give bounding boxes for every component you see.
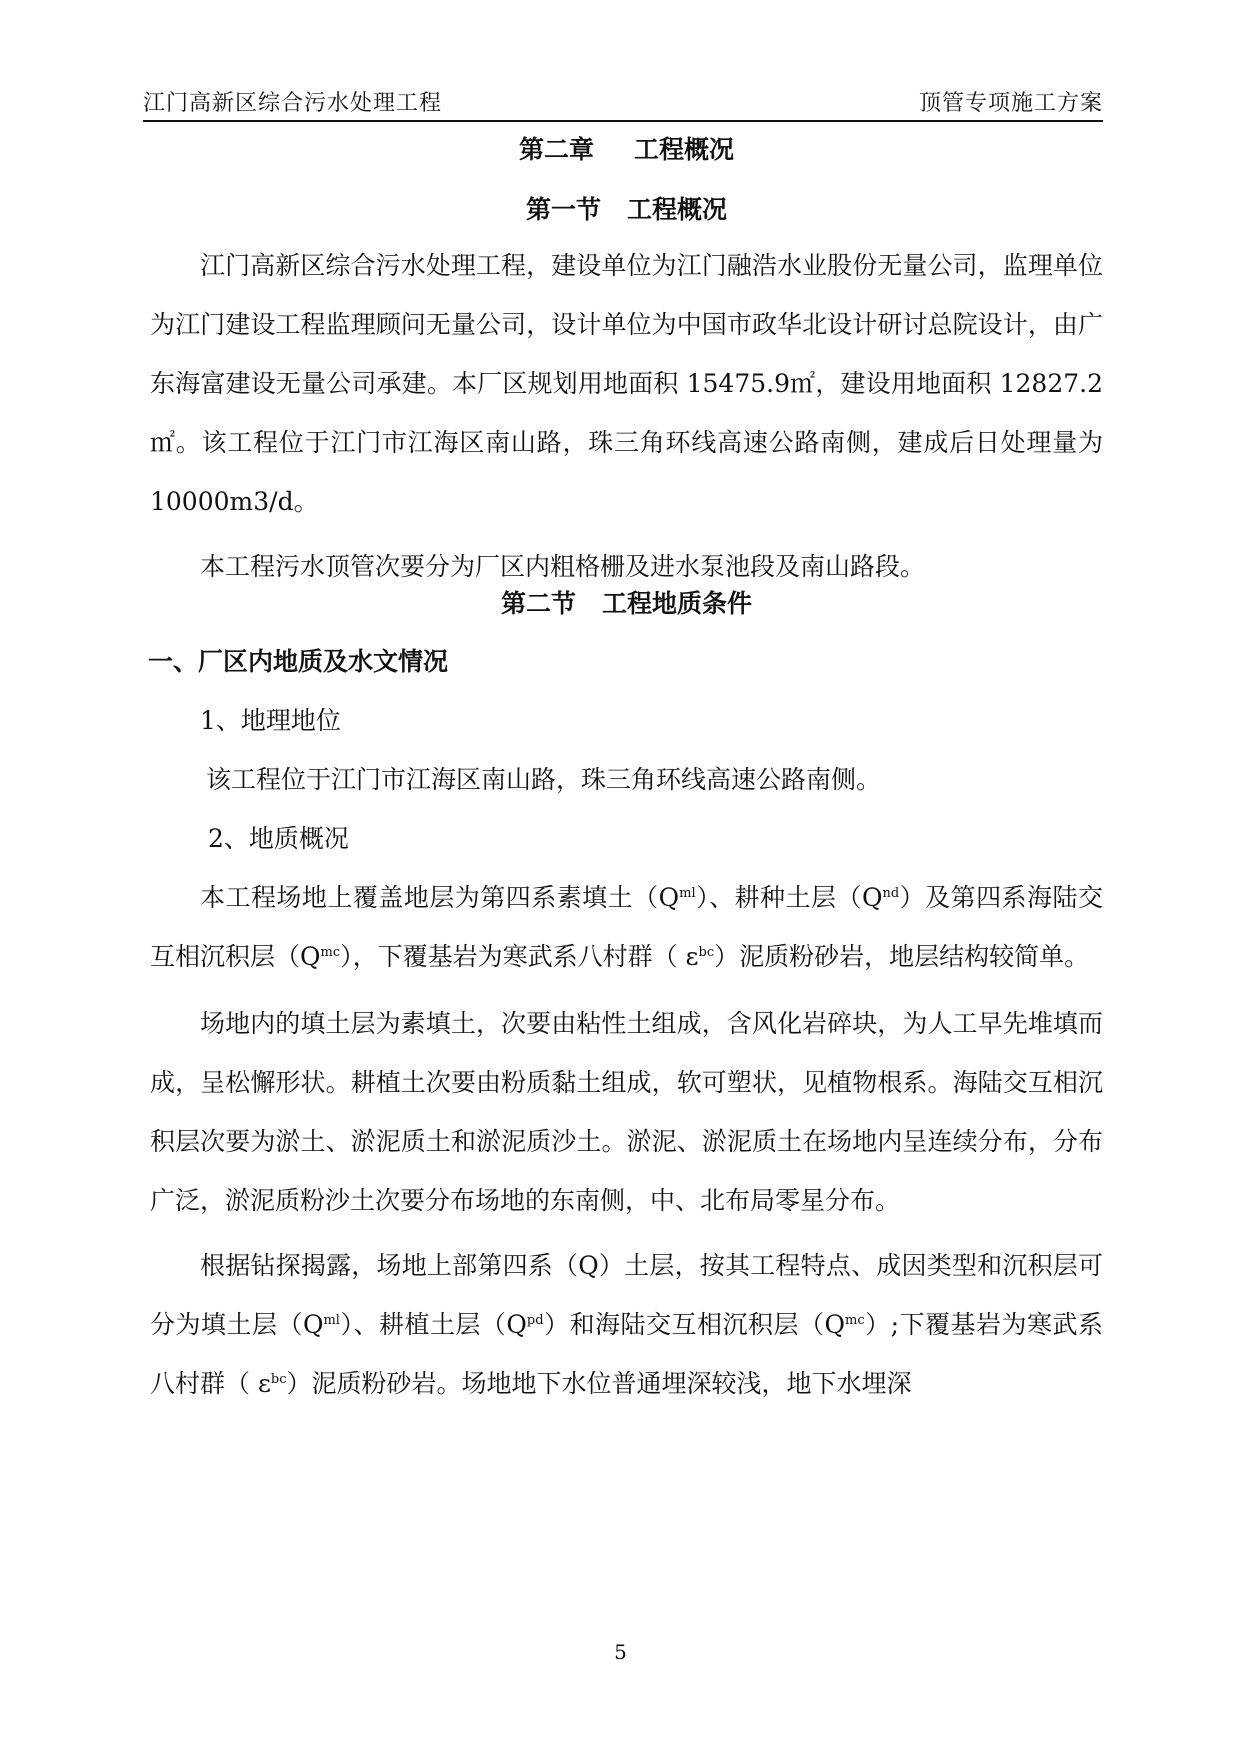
paragraph-drilling-results: 根据钻探揭露，场地上部第四系（Q）土层，按其工程特点、成因类型和沉积层可分为填土层$(Q^{ml})$、耕植土层$(Q^{pd})$和海陆交互相沉积层$(Q^{mc})$;下覆基岩为寒武系八村群（ $\varepsilon^{bc}$）泥质粉砂岩。场地地下水位普通埋深较浅，地下水埋深 bbox=[150, 1251, 1103, 1398]
section-2-number: 第二节 bbox=[500, 589, 576, 618]
section-1-number: 第一节 bbox=[525, 195, 601, 224]
item-geographic-location-text: 该工程位于江门市江海区南山路，珠三角环线高速公路南侧。 bbox=[206, 765, 882, 794]
item-geology-overview-title: 2、地质概况 bbox=[208, 824, 349, 853]
section-heading-1 bbox=[150, 190, 1103, 230]
header-plan-title: 顶管专项施工方案 bbox=[918, 91, 1103, 116]
page-number: 5 bbox=[614, 1640, 627, 1664]
item-geographic-location-title: 1、地理地位 bbox=[200, 706, 341, 735]
chapter-heading bbox=[150, 130, 1103, 170]
section-2-title: 工程地质条件 bbox=[602, 589, 753, 618]
header-divider bbox=[143, 120, 1103, 122]
section-1-title: 工程概况 bbox=[627, 195, 728, 224]
chapter-number: 第二章 bbox=[518, 135, 594, 164]
chapter-title: 工程概况 bbox=[634, 135, 735, 164]
paragraph-fill-layer: 场地内的填土层为素填土，次要由粘性土组成，含风化岩碎块，为人工早先堆填而成，呈松懈形状。耕植土次要由粉质黏土组成，软可塑状，见植物根系。海陆交互相沉积层次要为淤土、淤泥质土和淤泥质沙土。淤泥、淤泥质土在场地内呈连续分布，分布广泛，淤泥质粉沙土次要分布场地的东南侧，中、北布局零星分布。 bbox=[150, 1009, 1103, 1215]
paragraph-pipe-jacking-scope: 本工程污水顶管次要分为厂区内粗格栅及进水泵池段及南山路段。 bbox=[200, 552, 926, 581]
paragraph-project-overview: 江门高新区综合污水处理工程，建设单位为江门融浩水业股份无量公司，监理单位为江门建设工程监理顾问无量公司，设计单位为中国市政华北设计研讨总院设计，由广东海富建设无量公司承建。本厂区规划用地面积 15475.9㎡，建设用地面积 12827.2㎡。该工程位于江门市江海区南山路，珠三角环线高速公路南侧，建成后日处理量为 10000m3/d。 bbox=[150, 251, 1103, 516]
page-body bbox=[150, 130, 1103, 1413]
header-document-title: 江门高新区综合污水处理工程 bbox=[143, 91, 443, 116]
paragraph-strata: 本工程场地上覆盖地层为第四系素填土$(Q^{ml})$、耕种土层$(Q^{nd})$及第四系海陆交互相沉积层$(Q^{mc})$，下覆基岩为寒武系八村群（ $\varepsilon^{bc}$）泥质粉砂岩，地层结构较简单。 bbox=[150, 883, 1103, 971]
heading-site-geology: 一、厂区内地质及水文情况 bbox=[148, 647, 449, 676]
